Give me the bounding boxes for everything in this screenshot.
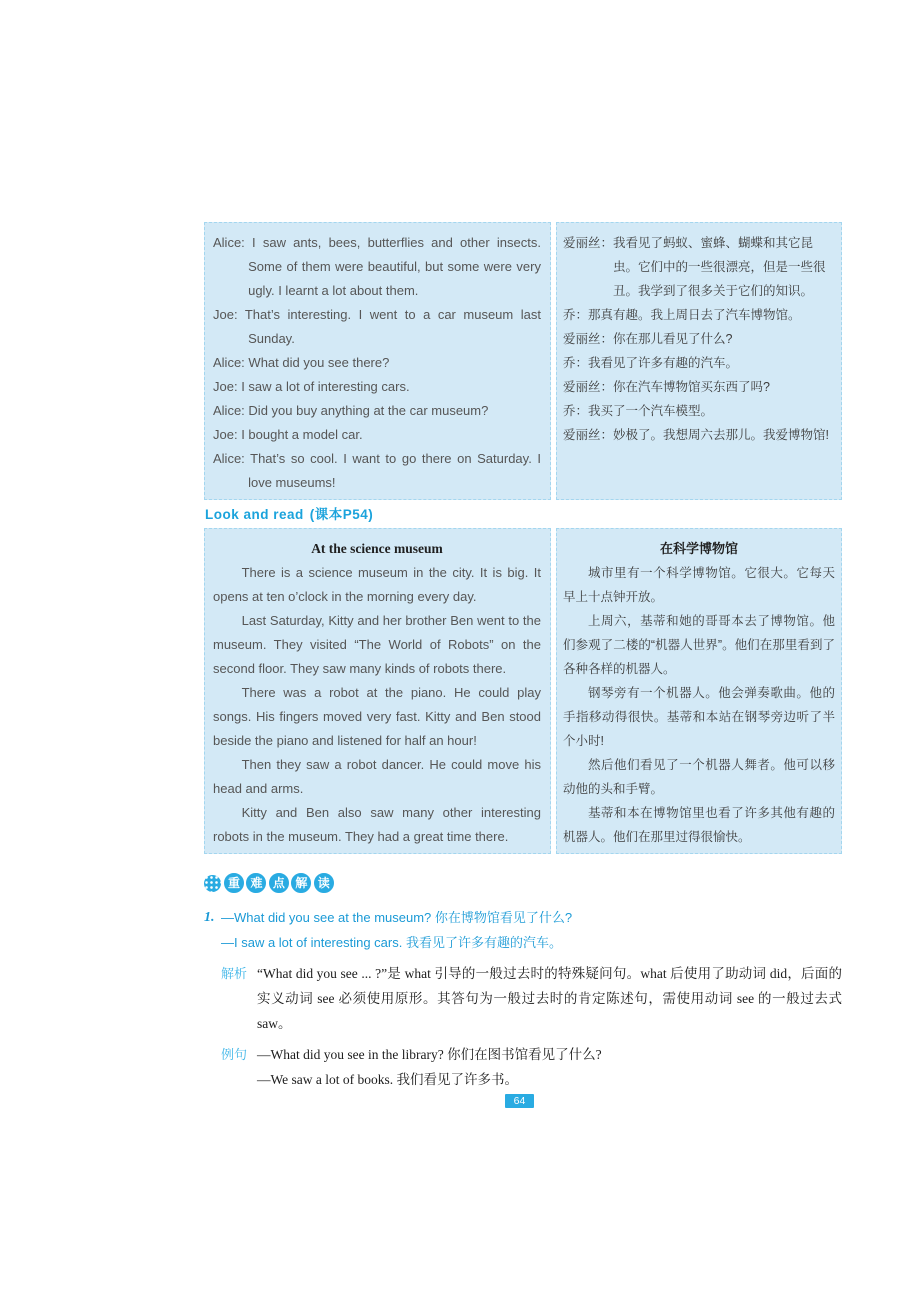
dialogue-turn bbox=[563, 303, 835, 327]
reading-paragraph: 城市里有一个科学博物馆。它很大。它每天早上十点钟开放。 bbox=[563, 566, 835, 604]
speaker-label: Alice: bbox=[213, 403, 245, 418]
page-number-badge: 64 bbox=[505, 1094, 534, 1108]
turn-text: I saw a lot of interesting cars. bbox=[241, 379, 410, 394]
turn-text: 我看见了蚂蚁、蜜蜂、蝴蝶和其它昆虫。它们中的一些很漂亮，但是一些很丑。我学到了很多关于它们的知识。 bbox=[613, 236, 826, 298]
look-and-read-heading bbox=[205, 506, 842, 524]
analysis-label: 解析 bbox=[221, 966, 248, 981]
dialogue-turn bbox=[563, 231, 835, 303]
textbook-page-ref: (课本P54) bbox=[309, 507, 374, 522]
example-label: 例句 bbox=[221, 1047, 248, 1062]
turn-text: What did you see there? bbox=[248, 355, 390, 370]
speaker-label: Alice: bbox=[213, 235, 245, 250]
example-row bbox=[221, 1042, 842, 1092]
turn-text: 你在那儿看见了什么? bbox=[613, 332, 733, 346]
speaker-label: Alice: bbox=[213, 451, 245, 466]
badge-char: 难 bbox=[245, 872, 267, 894]
speaker-label: Joe: bbox=[213, 427, 238, 442]
answer-line: —I saw a lot of interesting cars. 我看见了许多有趣的汽车。 bbox=[221, 935, 562, 950]
analysis-text: “What did you see ... ?”是 what 引导的一般过去时的特殊疑问句。what 后使用了助动词 did，后面的实义动词 see 必须使用原形。其答句为一般过去时的肯定陈述句，需使用动词 see 的一般过去式 saw。 bbox=[257, 966, 842, 1031]
dialogue-turn bbox=[563, 423, 835, 447]
speaker-label: 乔： bbox=[563, 308, 589, 322]
dialogue-turn bbox=[213, 375, 541, 399]
example-lines bbox=[257, 1042, 842, 1092]
item-number: 1. bbox=[204, 910, 215, 925]
reading-paragraph: Last Saturday, Kitty and her brother Ben went to the museum. They visited “The World of Robots” on the second floor. They saw many kinds of robots there. bbox=[213, 613, 541, 676]
dialogue-turn bbox=[563, 351, 835, 375]
badge-char: 点 bbox=[268, 872, 290, 894]
badge-char: 解 bbox=[290, 872, 312, 894]
speaker-label: 爱丽丝： bbox=[563, 332, 614, 346]
dialogue-turn bbox=[563, 375, 835, 399]
reading-title-chinese: 在科学博物馆 bbox=[659, 541, 738, 556]
speaker-label: Joe: bbox=[213, 379, 238, 394]
dialogue-turn bbox=[563, 327, 835, 351]
dialogue-turn bbox=[563, 399, 835, 423]
reading-paragraph: There was a robot at the piano. He could play songs. His fingers moved very fast. Kitty and Ben stood beside the piano and listened for half an hour! bbox=[213, 685, 541, 748]
reading-paragraphs-chinese bbox=[563, 561, 835, 849]
reading-paragraph: 上周六，基蒂和她的哥哥本去了博物馆。他们参观了二楼的“机器人世界”。他们在那里看到了各种各样的机器人。 bbox=[563, 614, 835, 676]
key-points-header bbox=[204, 872, 842, 894]
reading-cell-english bbox=[204, 528, 551, 854]
dialogue-cell-chinese bbox=[556, 222, 842, 500]
turn-text: 那真有趣。我上周日去了汽车博物馆。 bbox=[588, 308, 801, 322]
turn-text: Did you buy anything at the car museum? bbox=[248, 403, 489, 418]
dialogue-turn bbox=[213, 303, 541, 351]
reading-cell-chinese bbox=[556, 528, 842, 854]
reading-paragraph: Kitty and Ben also saw many other interesting robots in the museum. They had a great time there. bbox=[213, 805, 541, 844]
page-content bbox=[204, 222, 842, 1092]
key-point-item bbox=[204, 905, 842, 1092]
turn-text: I saw ants, bees, butterflies and other insects. Some of them were beautiful, but some were very ugly. I learnt a lot about them. bbox=[248, 235, 541, 298]
dialogue-turn bbox=[213, 399, 541, 423]
dialogue-turn bbox=[213, 231, 541, 303]
reading-paragraphs-english bbox=[213, 561, 541, 849]
example-line: —What did you see in the library? 你们在图书馆看见了什么? bbox=[257, 1047, 602, 1062]
dialogue-turn bbox=[213, 423, 541, 447]
reading-title-english: At the science museum bbox=[311, 541, 443, 556]
speaker-label: Alice: bbox=[213, 355, 245, 370]
reading-paragraph: There is a science museum in the city. It is big. It opens at ten o’clock in the morning every day. bbox=[213, 565, 541, 604]
turn-text: That’s interesting. I went to a car museum last Sunday. bbox=[244, 307, 541, 346]
speaker-label: Joe: bbox=[213, 307, 238, 322]
reading-paragraph: 基蒂和本在博物馆里也看了许多其他有趣的机器人。他们在那里过得很愉快。 bbox=[563, 806, 835, 844]
example-line: —We saw a lot of books. 我们看见了许多书。 bbox=[257, 1072, 519, 1087]
turn-text: That’s so cool. I want to go there on Saturday. I love museums! bbox=[248, 451, 541, 490]
turn-text: 妙极了。我想周六去那儿。我爱博物馆! bbox=[613, 428, 829, 442]
look-and-read-title: Look and read bbox=[205, 507, 304, 522]
dialogue-cell-english bbox=[204, 222, 551, 500]
speaker-label: 爱丽丝： bbox=[563, 428, 614, 442]
badge-char: 读 bbox=[313, 872, 335, 894]
badge-char: 重 bbox=[223, 872, 245, 894]
key-points-badge bbox=[227, 872, 335, 894]
question-line: —What did you see at the museum? 你在博物馆看见了什么? bbox=[221, 910, 573, 925]
reading-paragraph: 然后他们看见了一个机器人舞者。他可以移动他的头和手臂。 bbox=[563, 758, 835, 796]
dialogue-table bbox=[204, 222, 842, 500]
dialogue-turn bbox=[213, 447, 541, 495]
turn-text: I bought a model car. bbox=[241, 427, 363, 442]
dialogue-turn bbox=[213, 351, 541, 375]
turn-text: 我买了一个汽车模型。 bbox=[588, 404, 714, 418]
turn-text: 我看见了许多有趣的汽车。 bbox=[588, 356, 739, 370]
reading-paragraph: 钢琴旁有一个机器人。他会弹奏歌曲。他的手指移动得很快。基蒂和本站在钢琴旁边听了半个小时! bbox=[563, 686, 835, 748]
speaker-label: 乔： bbox=[563, 356, 589, 370]
speaker-label: 乔： bbox=[563, 404, 589, 418]
reading-table bbox=[204, 528, 842, 854]
turn-text: 你在汽车博物馆买东西了吗? bbox=[613, 380, 770, 394]
speaker-label: 爱丽丝： bbox=[563, 380, 614, 394]
speaker-label: 爱丽丝： bbox=[563, 236, 614, 250]
analysis-row bbox=[221, 961, 842, 1036]
reading-paragraph: Then they saw a robot dancer. He could move his head and arms. bbox=[213, 757, 541, 796]
dotted-ball-icon bbox=[204, 875, 221, 892]
